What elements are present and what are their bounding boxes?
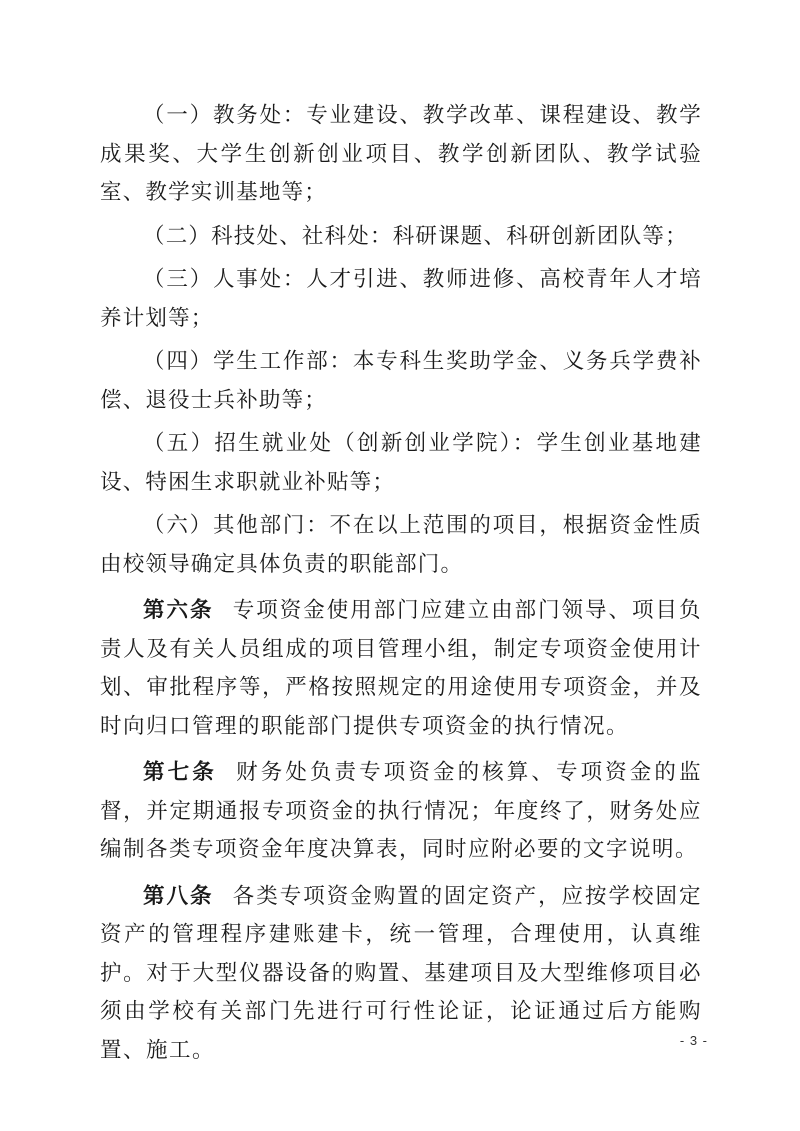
- article-8: [100, 878, 702, 1071]
- item-personnel: （三）人事处：人才引进、教师进修、高校青年人才培养计划等；: [100, 267, 702, 331]
- document-body: [100, 97, 702, 1070]
- article-text: 专项资金使用部门应建立由部门领导、项目负责人及有关人员组成的项目管理小组，制定专项资金使用计划、审批程序等，严格按照规定的用途使用专项资金，并及时向归口管理的职能部门提供专项资金的执行情况。: [100, 598, 702, 739]
- item-student-affairs: （四）学生工作部：本专科生奖助学金、义务兵学费补偿、退役士兵补助等；: [100, 349, 702, 413]
- article-label: 第八条: [143, 883, 214, 909]
- item-academic-affairs: （一）教务处：专业建设、教学改革、课程建设、教学成果奖、大学生创新创业项目、教学创新团队、教学试验室、教学实训基地等；: [100, 103, 702, 205]
- page-number: - 3 -: [679, 1033, 708, 1048]
- article-label: 第七条: [143, 760, 217, 785]
- item-science-tech: （二）科技处、社科处：科研课题、科研创新团队等；: [143, 223, 688, 249]
- article-text: 财务处负责专项资金的核算、专项资金的监督，并定期通报专项资金的执行情况；年度终了，财务处应编制各类专项资金年度决算表，同时应附必要的文字说明。: [100, 760, 702, 862]
- item-admissions-employment: （五）招生就业处（创新创业学院）：学生创业基地建设、特困生求职就业补贴等；: [100, 431, 702, 495]
- article-6: [100, 592, 702, 746]
- article-7: [100, 754, 702, 870]
- item-other-departments: （六）其他部门：不在以上范围的项目，根据资金性质由校领导确定具体负责的职能部门。: [100, 513, 702, 577]
- article-text: 各类专项资金购置的固定资产，应按学校固定资产的管理程序建账建卡，统一管理，合理使用，认真维护。对于大型仪器设备的购置、基建项目及大型维修项目必须由学校有关部门先进行可行性论证，论证通过后方能购置、施工。: [100, 883, 702, 1063]
- article-label: 第六条: [143, 598, 214, 623]
